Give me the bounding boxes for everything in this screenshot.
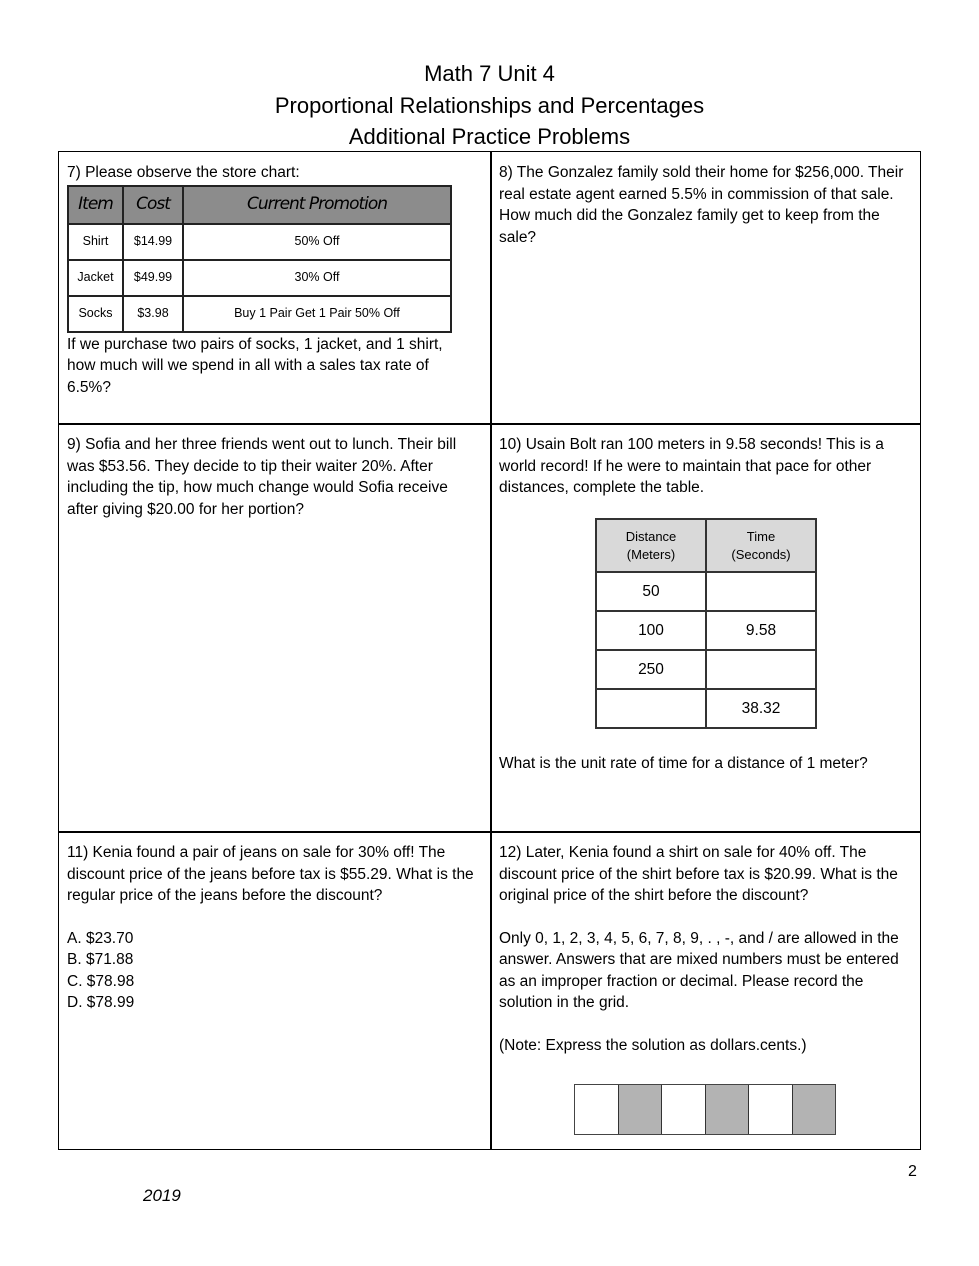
promotion-cell: 30% Off — [183, 260, 451, 296]
answer-box[interactable] — [749, 1085, 793, 1134]
time-cell — [706, 572, 816, 611]
choice-c: C. $78.98 — [67, 972, 135, 990]
problem-12-note: (Note: Express the solution as dollars.cents.) — [499, 1036, 807, 1054]
choice-d: D. $78.99 — [67, 994, 135, 1011]
problem-9 — [59, 424, 490, 832]
header-promotion: Current Promotion — [183, 186, 451, 224]
header-cost: Cost — [123, 186, 183, 224]
item-cell: Socks — [68, 296, 123, 332]
time-cell: 9.58 — [706, 611, 816, 650]
table-row — [68, 224, 451, 260]
document-section-title: Additional Practice Problems — [348, 124, 631, 149]
table-row — [596, 650, 816, 689]
problem-7 — [59, 152, 490, 424]
distance-cell: 50 — [596, 572, 706, 611]
cost-cell: $14.99 — [123, 224, 183, 260]
header-time: Time (Seconds) — [706, 519, 816, 572]
distance-cell — [596, 689, 706, 728]
problem-grid — [58, 151, 921, 1150]
cost-cell: $49.99 — [123, 260, 183, 296]
problem-7-intro: 7) Please observe the store chart: — [67, 164, 300, 181]
problem-11-text: 11) Kenia found a pair of jeans on sale for 30% off! The discount price of the jeans before tax is $55.29. What is the regular price of the jeans before the discount? — [67, 844, 474, 904]
problem-10-text: 10) Usain Bolt ran 100 meters in 9.58 seconds! This is a world record! If he were to maintain that pace for other distances, complete the table. — [499, 436, 884, 496]
answer-box[interactable] — [575, 1085, 619, 1134]
distance-time-table — [595, 518, 817, 729]
problem-10-question: What is the unit rate of time for a distance of 1 meter? — [499, 755, 868, 772]
answer-box[interactable] — [706, 1085, 750, 1134]
cost-cell: $3.98 — [123, 296, 183, 332]
time-cell: 38.32 — [706, 689, 816, 728]
problem-12 — [491, 832, 921, 1150]
promotion-cell: Buy 1 Pair Get 1 Pair 50% Off — [183, 296, 451, 332]
problem-8-text: 8) The Gonzalez family sold their home for $256,000. Their real estate agent earned 5.5% in commission of that sale. How much did the Gonzalez family get to keep from the sale? — [499, 164, 904, 246]
choice-a: A. $23.70 — [67, 929, 134, 947]
problem-12-instructions: Only 0, 1, 2, 3, 4, 5, 6, 7, 8, 9, . , -, and / are allowed in the answer. Answers that are mixed numbers must be entered as an improper fraction or decimal. Please record the solution in the grid. — [499, 929, 899, 1011]
choice-b: B. $71.88 — [67, 951, 134, 968]
distance-cell: 100 — [596, 611, 706, 650]
table-row — [596, 689, 816, 728]
table-row — [596, 611, 816, 650]
page-number: 2 — [908, 1163, 917, 1180]
table-row — [68, 296, 451, 332]
header-distance: Distance (Meters) — [596, 519, 706, 572]
problem-10 — [491, 424, 921, 832]
document-subtitle: Proportional Relationships and Percentages — [274, 93, 705, 118]
problem-7-question: If we purchase two pairs of socks, 1 jacket, and 1 shirt, how much will we spend in all with a sales tax rate of 6.5%? — [67, 335, 443, 396]
distance-cell: 250 — [596, 650, 706, 689]
problem-11 — [59, 832, 490, 1150]
answer-box[interactable] — [619, 1085, 663, 1134]
document-title: Math 7 Unit 4 — [424, 61, 555, 86]
table-row — [596, 572, 816, 611]
item-cell: Jacket — [68, 260, 123, 296]
problem-12-text: 12) Later, Kenia found a shirt on sale for 40% off. The discount price of the shirt before tax is $20.99. What is the original price of the shirt before the discount? — [499, 844, 898, 904]
table-row — [68, 260, 451, 296]
header-item: Item — [68, 186, 123, 224]
item-cell: Shirt — [68, 224, 123, 260]
time-cell — [706, 650, 816, 689]
footer-year: 2019 — [143, 1186, 181, 1205]
answer-box[interactable] — [662, 1085, 706, 1134]
problem-8 — [491, 152, 921, 424]
answer-box[interactable] — [793, 1085, 836, 1134]
promotion-cell: 50% Off — [183, 224, 451, 260]
answer-grid — [574, 1084, 836, 1135]
problem-9-text: 9) Sofia and her three friends went out to lunch. Their bill was $53.56. They decide to tip their waiter 20%. After including the tip, how much change would Sofia receive after giving $20.00 for her portion? — [67, 436, 457, 518]
store-chart-table — [67, 185, 452, 333]
